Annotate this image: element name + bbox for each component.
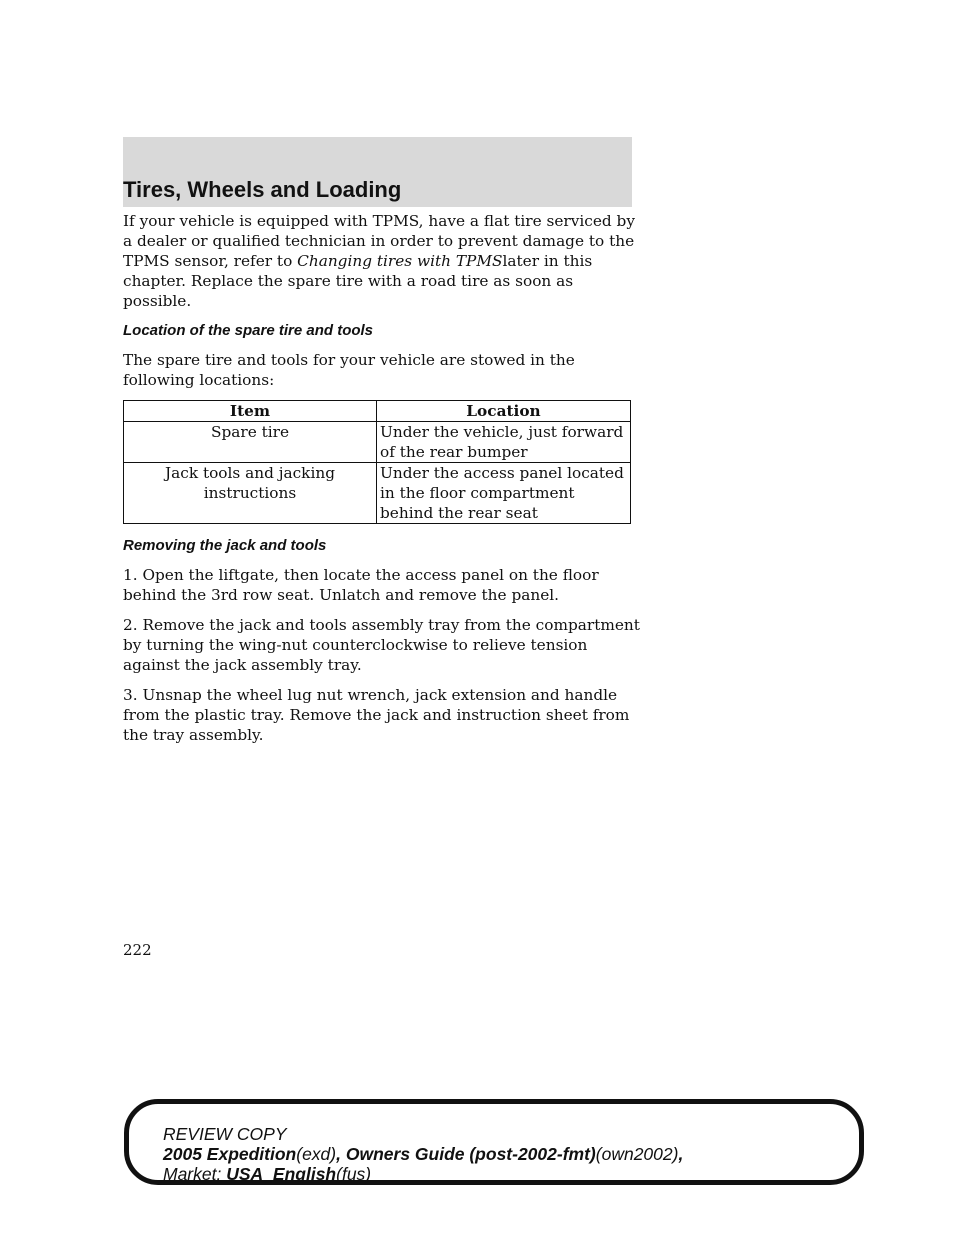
footer-market-label: Market: [163, 1164, 222, 1184]
footer-model: 2005 Expedition [163, 1144, 297, 1164]
footer-model-code: (exd) [296, 1144, 337, 1164]
table-cell-item: Jack tools and jacking instructions [124, 463, 377, 524]
spare-tire-table [123, 400, 631, 524]
table-cell-location: Under the vehicle, just forward of the rear bumper [377, 422, 631, 463]
footer-market-line [163, 1164, 683, 1184]
table-header-row [124, 401, 631, 422]
table-row [124, 422, 631, 463]
cross-reference: Changing tires with TPMS [297, 252, 503, 270]
footer-guide: Owners Guide (post-2002-fmt) [345, 1144, 596, 1164]
footer-separator: , [678, 1144, 684, 1164]
table-cell-item: Spare tire [124, 422, 377, 463]
page-number: 222 [123, 941, 152, 959]
footer-market: USA_English [226, 1164, 337, 1184]
section-heading-location: Location of the spare tire and tools [123, 322, 374, 339]
column-header-location: Location [377, 401, 631, 422]
page-title: Tires, Wheels and Loading [123, 177, 402, 202]
header-band [123, 137, 632, 207]
location-paragraph: The spare tire and tools for your vehicle are stowed in the following locations: [123, 351, 575, 389]
footer-market-code: (fus) [336, 1164, 372, 1184]
intro-paragraph [123, 211, 643, 311]
step-paragraph: 3. Unsnap the wheel lug nut wrench, jack extension and handle from the plastic tray. Remove the jack and instruction sheet from the tray assembly. [123, 686, 630, 744]
column-header-item: Item [124, 401, 377, 422]
step-paragraph: 2. Remove the jack and tools assembly tray from the compartment by turning the wing-nut counterclockwise to relieve tension against the jack assembly tray. [123, 616, 640, 674]
page-content [123, 211, 643, 755]
intro-text: If your vehicle is equipped with TPMS, have a flat tire serviced by a dealer or qualified technician in order to prevent damage to the TPMS sensor, refer to [123, 212, 635, 270]
table-row [124, 463, 631, 524]
footer-guide-code: (own2002) [595, 1144, 679, 1164]
step-paragraph: 1. Open the liftgate, then locate the access panel on the floor behind the 3rd row seat. Unlatch and remove the panel. [123, 566, 599, 604]
intro-text-continued: later in this chapter. Replace the spare tire with a road tire as soon as possible. [123, 252, 593, 310]
section-heading-removing: Removing the jack and tools [123, 537, 327, 554]
footer-text [163, 1124, 683, 1184]
footer-document-line [163, 1144, 683, 1164]
table-cell-location: Under the access panel located in the floor compartment behind the rear seat [377, 463, 631, 524]
footer-review-label: REVIEW COPY [163, 1124, 287, 1144]
footer-separator: , [336, 1144, 346, 1164]
